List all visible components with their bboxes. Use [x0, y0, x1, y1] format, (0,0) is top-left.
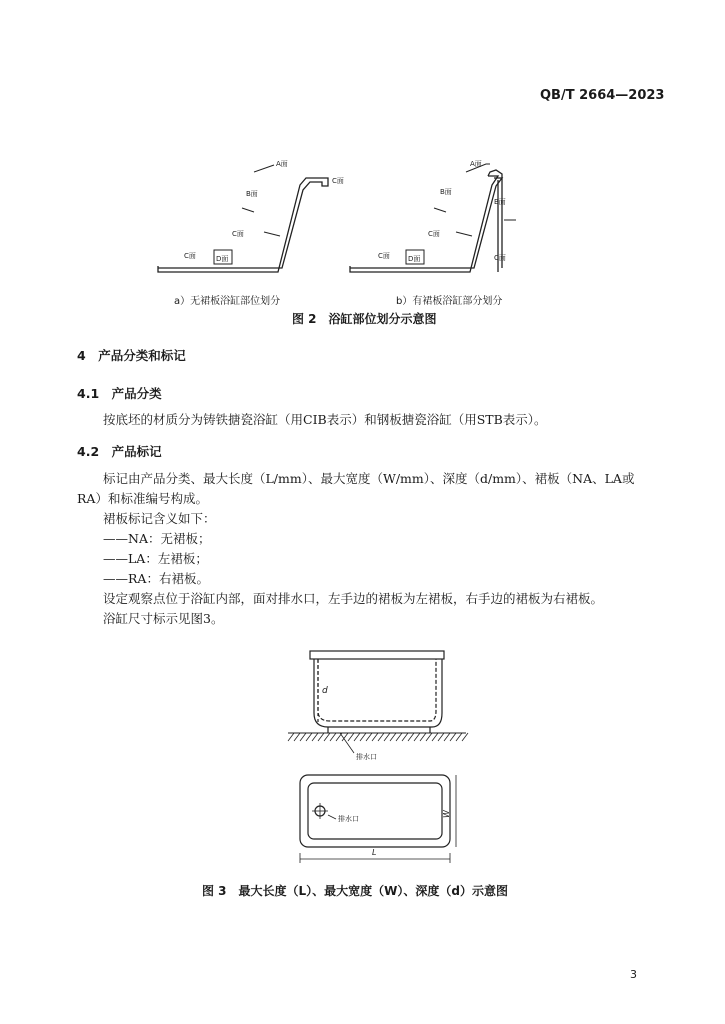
section-4-2-heading: 4.2 产品标记 — [77, 444, 162, 459]
label-d-face-right: D面 — [408, 255, 421, 263]
label-c-face-mid-right: C面 — [428, 230, 440, 238]
label-c-face-bottom-left: C面 — [184, 252, 196, 260]
drain-label-plan: 排水口 — [338, 815, 359, 823]
figure2-caption-a: a）无裙板浴缸部位划分 — [174, 296, 281, 307]
width-label: W — [442, 810, 451, 818]
bathtub-side-view — [310, 651, 444, 733]
length-label: L — [372, 848, 377, 857]
label-c-face-bottom-right: C面 — [378, 252, 390, 260]
figure2-caption-b: b）有裙板浴缸部分划分 — [396, 296, 503, 307]
hatch-marks — [288, 733, 468, 741]
skirt-intro: 裙板标记含义如下： — [103, 511, 216, 526]
page-number: 3 — [630, 968, 637, 981]
depth-label: d — [322, 686, 328, 696]
skirt-na: ——NA：无裙板； — [103, 531, 211, 546]
section-4-1-heading: 4.1 产品分类 — [77, 386, 162, 401]
section-4-heading: 4 产品分类和标记 — [77, 348, 186, 363]
label-a-face-left: A面 — [276, 160, 288, 168]
figure3-title: 图 3 最大长度（L）、最大宽度（W）、深度（d）示意图 — [202, 884, 509, 898]
figure2-title: 图 2 浴缸部位划分示意图 — [292, 312, 437, 326]
label-b-face-right-outer: B面 — [494, 198, 506, 206]
bathtub-skirt-profile — [350, 164, 516, 272]
standard-code: QB/T 2664—2023 — [540, 88, 665, 103]
bathtub-plan-view — [300, 775, 450, 847]
label-b-face-right-inner: B面 — [440, 188, 452, 196]
label-c-face-top-left: C面 — [332, 177, 344, 185]
marking-line-1: 标记由产品分类、最大长度（L/mm）、最大宽度（W/mm）、深度（d/mm）、裙板（NA、LA或 — [103, 471, 635, 486]
figure3-diagram — [280, 645, 470, 865]
drain-label-side: 排水口 — [356, 753, 377, 761]
label-b-face-left: B面 — [246, 190, 258, 198]
label-d-face-left: D面 — [216, 255, 229, 263]
label-a-face-right: A面 — [470, 160, 482, 168]
section-4-1-text: 按底坯的材质分为铸铁搪瓷浴缸（用CIB表示）和钢板搪瓷浴缸（用STB表示）。 — [103, 412, 547, 427]
figure2-diagram — [150, 150, 550, 280]
skirt-la: ——LA：左裙板； — [103, 551, 208, 566]
label-c-face-mid-left: C面 — [232, 230, 244, 238]
size-reference: 浴缸尺寸标示见图3。 — [103, 611, 224, 626]
label-c-face-skirt: C面 — [494, 254, 506, 262]
marking-line-2: RA）和标准编号构成。 — [77, 491, 208, 506]
observation-rule: 设定观察点位于浴缸内部，面对排水口，左手边的裙板为左裙板，右手边的裙板为右裙板。 — [103, 591, 604, 606]
skirt-ra: ——RA：右裙板。 — [103, 571, 209, 586]
